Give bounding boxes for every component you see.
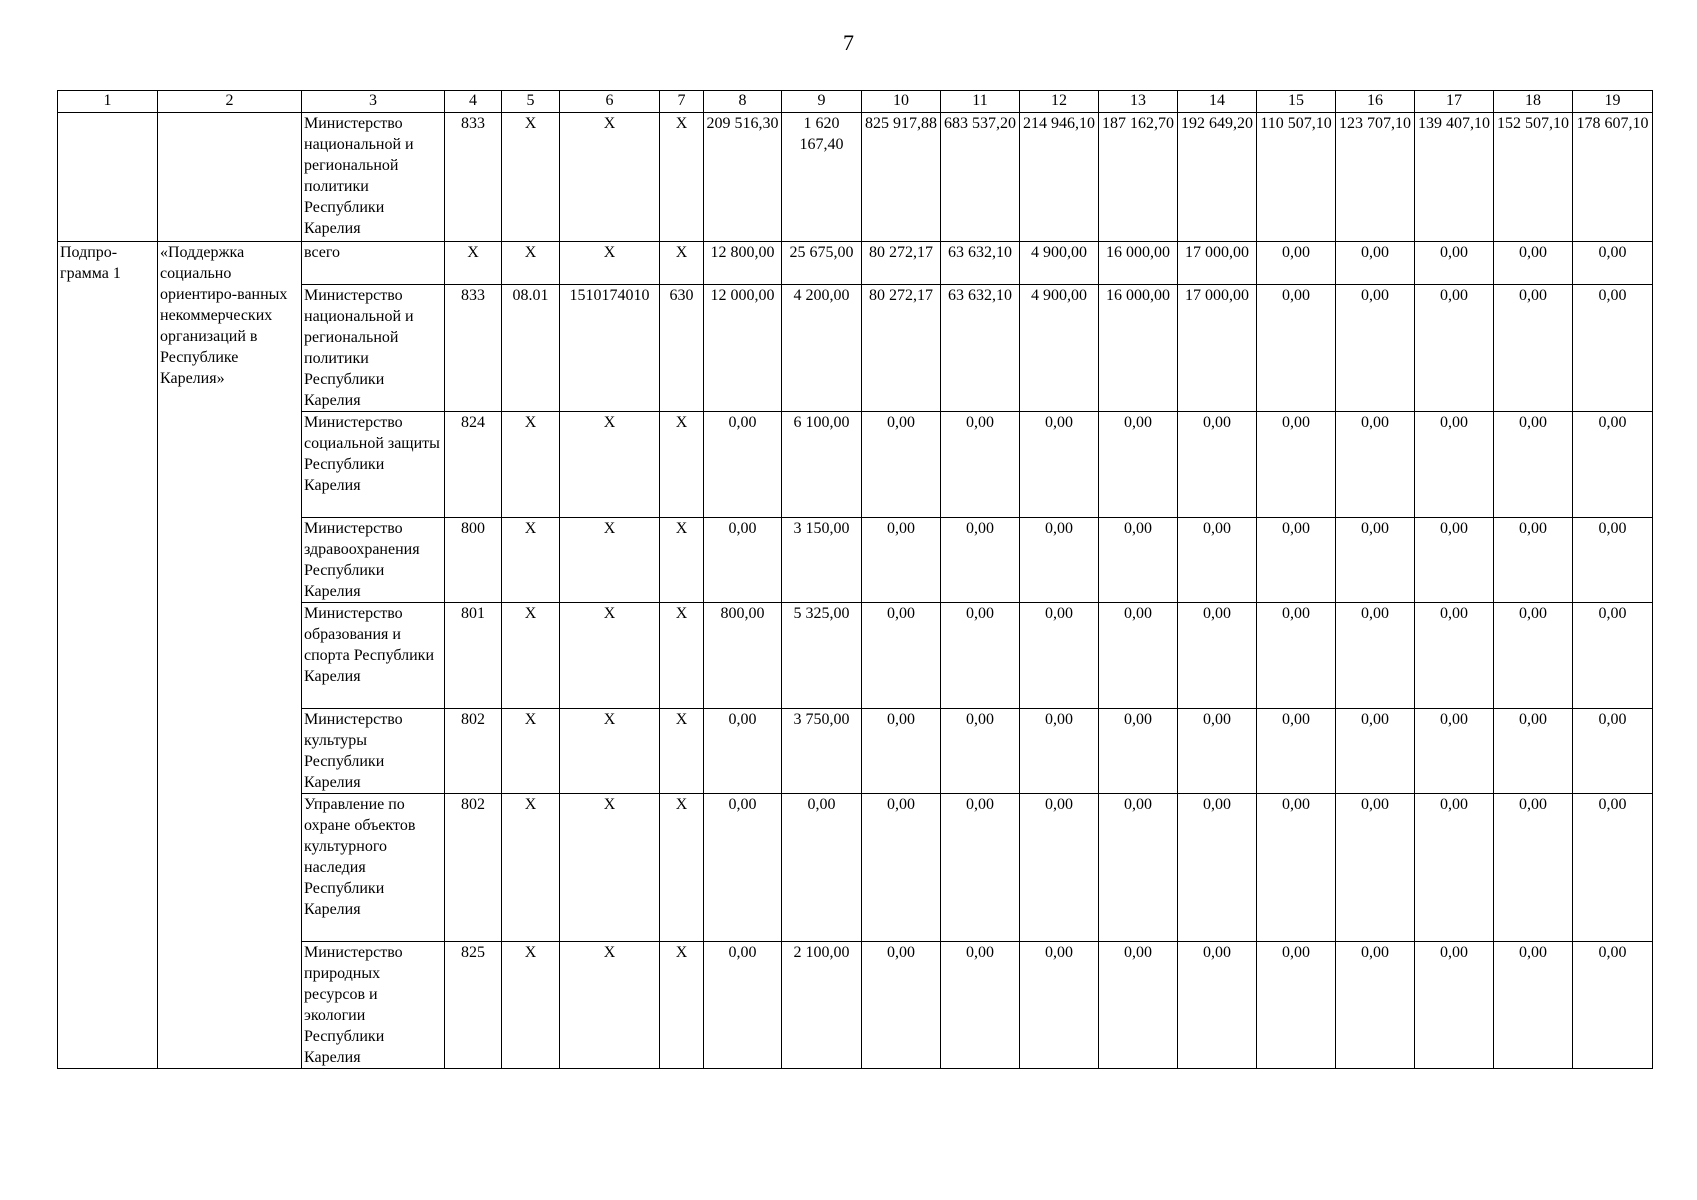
value-cell: 0,00	[1257, 285, 1336, 412]
value-cell: 0,00	[704, 942, 782, 1069]
code-cell: X	[445, 242, 502, 285]
value-cell: 683 537,20	[941, 113, 1020, 242]
value-cell: 25 675,00	[782, 242, 862, 285]
code-cell: X	[502, 242, 560, 285]
executor-cell: Министерство природных ресурсов и экологии Республики Карелия	[302, 942, 445, 1069]
column-number-cell: 17	[1415, 91, 1494, 113]
value-cell: 0,00	[1178, 412, 1257, 518]
value-cell: 0,00	[1257, 709, 1336, 794]
column-number-cell: 2	[158, 91, 302, 113]
value-cell: 0,00	[1099, 518, 1178, 603]
code-cell: X	[660, 942, 704, 1069]
value-cell: 0,00	[1336, 709, 1415, 794]
value-cell: 16 000,00	[1099, 285, 1178, 412]
value-cell: 4 900,00	[1020, 242, 1099, 285]
value-cell: 0,00	[1415, 412, 1494, 518]
value-cell: 0,00	[704, 709, 782, 794]
value-cell: 0,00	[862, 412, 941, 518]
executor-cell: всего	[302, 242, 445, 285]
column-number-cell: 8	[704, 91, 782, 113]
code-cell: 801	[445, 603, 502, 709]
value-cell: 0,00	[1020, 794, 1099, 942]
value-cell: 110 507,10	[1257, 113, 1336, 242]
code-cell: X	[560, 412, 660, 518]
subprogram-name-cell: «Поддержка социально ориентиро-ванных некоммерческих организаций в Республике Карелия»	[158, 242, 302, 1069]
value-cell: 178 607,10	[1573, 113, 1653, 242]
code-cell: X	[660, 709, 704, 794]
value-cell: 0,00	[1178, 603, 1257, 709]
value-cell: 0,00	[1178, 518, 1257, 603]
value-cell: 0,00	[1573, 794, 1653, 942]
value-cell: 0,00	[941, 942, 1020, 1069]
executor-cell: Министерство национальной и региональной политики Республики Карелия	[302, 285, 445, 412]
code-cell: X	[502, 942, 560, 1069]
value-cell: 0,00	[1415, 942, 1494, 1069]
value-cell: 0,00	[1494, 709, 1573, 794]
value-cell: 0,00	[1336, 518, 1415, 603]
value-cell: 0,00	[1257, 942, 1336, 1069]
code-cell: 833	[445, 113, 502, 242]
column-number-cell: 11	[941, 91, 1020, 113]
value-cell: 0,00	[862, 794, 941, 942]
code-cell: 833	[445, 285, 502, 412]
column-number-row	[58, 91, 1653, 113]
code-cell: X	[502, 794, 560, 942]
value-cell: 0,00	[704, 412, 782, 518]
code-cell: 1510174010	[560, 285, 660, 412]
executor-cell: Министерство культуры Республики Карелия	[302, 709, 445, 794]
code-cell: 08.01	[502, 285, 560, 412]
value-cell: 0,00	[704, 518, 782, 603]
value-cell: 192 649,20	[1178, 113, 1257, 242]
value-cell: 2 100,00	[782, 942, 862, 1069]
code-cell: 825	[445, 942, 502, 1069]
code-cell: X	[560, 794, 660, 942]
value-cell: 0,00	[1099, 412, 1178, 518]
value-cell: 825 917,88	[862, 113, 941, 242]
value-cell: 0,00	[1257, 412, 1336, 518]
code-cell: X	[660, 412, 704, 518]
value-cell: 0,00	[1415, 794, 1494, 942]
value-cell: 0,00	[1494, 603, 1573, 709]
executor-cell: Министерство национальной и региональной политики Республики Карелия	[302, 113, 445, 242]
code-cell: X	[502, 518, 560, 603]
value-cell: 0,00	[862, 518, 941, 603]
executor-cell: Министерство образования и спорта Республики Карелия	[302, 603, 445, 709]
executor-cell: Управление по охране объектов культурного наследия Республики Карелия	[302, 794, 445, 942]
column-number-cell: 18	[1494, 91, 1573, 113]
value-cell: 0,00	[1494, 794, 1573, 942]
value-cell: 3 150,00	[782, 518, 862, 603]
value-cell: 0,00	[1415, 709, 1494, 794]
value-cell: 0,00	[1336, 412, 1415, 518]
column-number-cell: 10	[862, 91, 941, 113]
code-cell: X	[502, 709, 560, 794]
value-cell: 0,00	[1336, 285, 1415, 412]
value-cell: 0,00	[941, 709, 1020, 794]
value-cell: 4 200,00	[782, 285, 862, 412]
value-cell: 0,00	[862, 942, 941, 1069]
value-cell: 0,00	[1494, 242, 1573, 285]
code-cell: X	[560, 113, 660, 242]
column-number-cell: 5	[502, 91, 560, 113]
value-cell: 0,00	[1257, 794, 1336, 942]
code-cell: X	[660, 603, 704, 709]
value-cell: 0,00	[1415, 242, 1494, 285]
value-cell: 187 162,70	[1099, 113, 1178, 242]
value-cell: 0,00	[1257, 518, 1336, 603]
executor-cell: Министерство здравоохранения Республики Карелия	[302, 518, 445, 603]
value-cell: 5 325,00	[782, 603, 862, 709]
value-cell: 0,00	[1020, 942, 1099, 1069]
value-cell: 3 750,00	[782, 709, 862, 794]
table-row	[58, 113, 1653, 242]
value-cell: 0,00	[1573, 709, 1653, 794]
value-cell: 0,00	[1257, 242, 1336, 285]
value-cell: 0,00	[862, 603, 941, 709]
code-cell: 802	[445, 709, 502, 794]
code-cell: X	[660, 518, 704, 603]
page-number: 7	[843, 30, 854, 55]
value-cell: 0,00	[941, 603, 1020, 709]
value-cell: 63 632,10	[941, 242, 1020, 285]
value-cell: 0,00	[1099, 942, 1178, 1069]
column-number-cell: 7	[660, 91, 704, 113]
value-cell: 0,00	[782, 794, 862, 942]
value-cell: 4 900,00	[1020, 285, 1099, 412]
column-number-cell: 9	[782, 91, 862, 113]
value-cell: 0,00	[1573, 242, 1653, 285]
value-cell: 0,00	[1573, 285, 1653, 412]
value-cell: 0,00	[1336, 603, 1415, 709]
column-number-cell: 15	[1257, 91, 1336, 113]
value-cell: 0,00	[1573, 942, 1653, 1069]
value-cell: 0,00	[1415, 285, 1494, 412]
value-cell: 152 507,10	[1494, 113, 1573, 242]
value-cell: 80 272,17	[862, 242, 941, 285]
code-cell: X	[560, 603, 660, 709]
value-cell: 80 272,17	[862, 285, 941, 412]
code-cell: X	[660, 794, 704, 942]
code-cell: X	[560, 942, 660, 1069]
code-cell: X	[560, 709, 660, 794]
subprogram-label-cell: Подпро-грамма 1	[58, 242, 158, 1069]
value-cell: 0,00	[1178, 709, 1257, 794]
empty-cell	[158, 113, 302, 242]
value-cell: 17 000,00	[1178, 242, 1257, 285]
column-number-cell: 16	[1336, 91, 1415, 113]
value-cell: 1 620 167,40	[782, 113, 862, 242]
value-cell: 0,00	[1020, 709, 1099, 794]
value-cell: 0,00	[704, 794, 782, 942]
value-cell: 0,00	[1099, 603, 1178, 709]
value-cell: 6 100,00	[782, 412, 862, 518]
table-row	[58, 242, 1653, 285]
value-cell: 0,00	[1020, 412, 1099, 518]
code-cell: X	[660, 242, 704, 285]
code-cell: 824	[445, 412, 502, 518]
value-cell: 139 407,10	[1415, 113, 1494, 242]
code-cell: X	[502, 412, 560, 518]
value-cell: 0,00	[1494, 412, 1573, 518]
column-number-cell: 6	[560, 91, 660, 113]
code-cell: X	[560, 518, 660, 603]
code-cell: X	[560, 242, 660, 285]
value-cell: 63 632,10	[941, 285, 1020, 412]
value-cell: 0,00	[1573, 412, 1653, 518]
column-number-cell: 13	[1099, 91, 1178, 113]
column-number-cell: 19	[1573, 91, 1653, 113]
value-cell: 12 000,00	[704, 285, 782, 412]
value-cell: 800,00	[704, 603, 782, 709]
value-cell: 0,00	[1099, 794, 1178, 942]
executor-cell: Министерство социальной защиты Республики Карелия	[302, 412, 445, 518]
value-cell: 0,00	[1336, 242, 1415, 285]
code-cell: 802	[445, 794, 502, 942]
value-cell: 0,00	[1415, 518, 1494, 603]
value-cell: 0,00	[1178, 794, 1257, 942]
value-cell: 0,00	[1573, 518, 1653, 603]
code-cell: X	[502, 113, 560, 242]
value-cell: 0,00	[1494, 285, 1573, 412]
value-cell: 0,00	[1257, 603, 1336, 709]
column-number-cell: 3	[302, 91, 445, 113]
column-number-cell: 1	[58, 91, 158, 113]
code-cell: 800	[445, 518, 502, 603]
budget-table	[57, 90, 1653, 1069]
value-cell: 0,00	[1020, 518, 1099, 603]
value-cell: 0,00	[1336, 794, 1415, 942]
column-number-cell: 14	[1178, 91, 1257, 113]
value-cell: 16 000,00	[1099, 242, 1178, 285]
value-cell: 0,00	[1494, 942, 1573, 1069]
value-cell: 214 946,10	[1020, 113, 1099, 242]
value-cell: 0,00	[941, 518, 1020, 603]
value-cell: 209 516,30	[704, 113, 782, 242]
column-number-cell: 12	[1020, 91, 1099, 113]
value-cell: 123 707,10	[1336, 113, 1415, 242]
value-cell: 0,00	[1494, 518, 1573, 603]
value-cell: 0,00	[941, 794, 1020, 942]
value-cell: 0,00	[1020, 603, 1099, 709]
value-cell: 17 000,00	[1178, 285, 1257, 412]
empty-cell	[58, 113, 158, 242]
code-cell: X	[660, 113, 704, 242]
value-cell: 0,00	[1415, 603, 1494, 709]
value-cell: 0,00	[1336, 942, 1415, 1069]
value-cell: 0,00	[1099, 709, 1178, 794]
value-cell: 12 800,00	[704, 242, 782, 285]
code-cell: 630	[660, 285, 704, 412]
code-cell: X	[502, 603, 560, 709]
value-cell: 0,00	[941, 412, 1020, 518]
column-number-cell: 4	[445, 91, 502, 113]
value-cell: 0,00	[1573, 603, 1653, 709]
value-cell: 0,00	[862, 709, 941, 794]
value-cell: 0,00	[1178, 942, 1257, 1069]
